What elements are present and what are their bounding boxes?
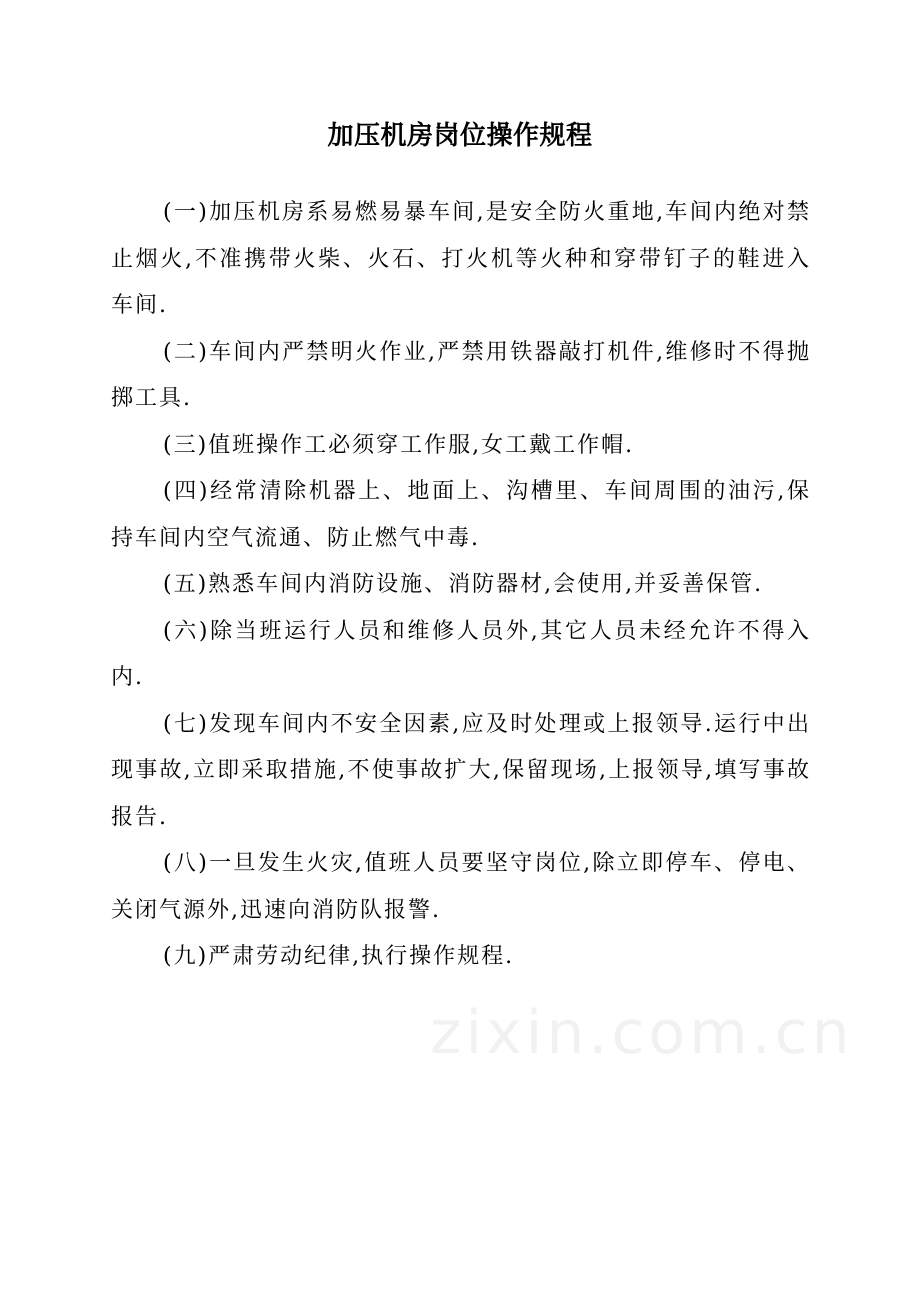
paragraph-9: (九)严肃劳动纪律,执行操作规程. <box>163 944 515 969</box>
paragraph-1: (一)加压机房系易燃易暴车间,是安全防火重地,车间内绝对禁止烟火,不准携带火柴、火石、打火机等火种和穿带钉子的鞋进入车间. <box>111 200 811 318</box>
paragraph-5: (五)熟悉车间内消防设施、消防器材,会使用,并妥善保管. <box>163 572 764 597</box>
paragraph-7: (七)发现车间内不安全因素,应及时处理或上报领导.运行中出现事故,立即采取措施,不使事故扩大,保留现场,上报领导,填写事故报告. <box>111 711 811 830</box>
paragraph-2: (二)车间内严禁明火作业,严禁用铁器敲打机件,维修时不得抛掷工具. <box>111 339 811 411</box>
watermark: zixin.com.cn <box>430 998 854 1068</box>
document-body <box>111 190 811 981</box>
document-title: 加压机房岗位操作规程 <box>327 121 593 151</box>
paragraph-4: (四)经常清除机器上、地面上、沟槽里、车间周围的油污,保持车间内空气流通、防止燃气中毒. <box>111 479 811 551</box>
paragraph-3: (三)值班操作工必须穿工作服,女工戴工作帽. <box>163 432 635 458</box>
paragraph-6: (六)除当班运行人员和维修人员外,其它人员未经允许不得入内. <box>111 618 811 690</box>
paragraph-8: (八)一旦发生火灾,值班人员要坚守岗位,除立即停车、停电、关闭气源外,迅速向消防队报警. <box>111 851 811 923</box>
